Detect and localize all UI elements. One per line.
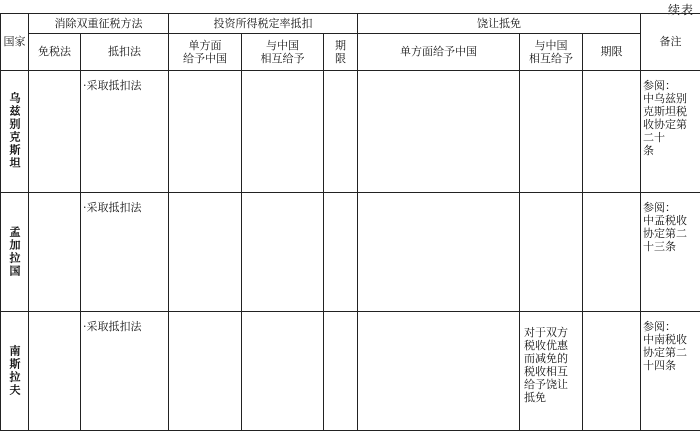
header-remarks: 备注 bbox=[641, 14, 700, 71]
remarks-note: 参阅： 中乌兹别 克斯坦税 收协定第 二十 条 bbox=[643, 78, 688, 157]
remarks-note: 参阅： 中南税收 协定第二 十四条 bbox=[643, 319, 688, 372]
country-name: 南斯拉夫 bbox=[8, 344, 21, 397]
header-credit: 抵扣法 bbox=[81, 34, 169, 70]
header-mutual-china: 与中国 相互给予 bbox=[242, 34, 324, 70]
header-mutual-sparing: 与中国 相互给予 bbox=[520, 34, 583, 70]
mutual-sparing-note: 对于双方 税收优惠 而减免的 税收相互 给予饶让 抵免 bbox=[524, 325, 569, 404]
credit-method: ·采取抵扣法 bbox=[83, 200, 142, 214]
country-name: 乌兹别克斯坦 bbox=[8, 92, 21, 171]
header-country: 国家 bbox=[1, 14, 29, 71]
credit-method: ·采取抵扣法 bbox=[83, 319, 142, 333]
header-unilateral-sparing: 单方面给予中国 bbox=[358, 34, 520, 70]
header-exemption: 免税法 bbox=[29, 34, 81, 70]
credit-method: ·采取抵扣法 bbox=[83, 78, 142, 92]
continued-label: 续表 bbox=[667, 3, 694, 17]
country-name: 孟加拉国 bbox=[8, 225, 21, 278]
header-tax-sparing: 饶让抵免 bbox=[358, 14, 641, 34]
table-row bbox=[1, 311, 700, 430]
remarks-note: 参阅： 中孟税收 协定第二 十三条 bbox=[643, 200, 688, 253]
header-sparing-term: 期限 bbox=[583, 34, 641, 70]
table-row bbox=[1, 192, 700, 311]
header-unilateral-china: 单方面 给予中国 bbox=[169, 34, 242, 70]
header-investment-credit: 投资所得税定率抵扣 bbox=[169, 14, 358, 34]
header-elimination-methods: 消除双重征税方法 bbox=[29, 14, 169, 34]
header-term: 期 限 bbox=[324, 34, 358, 70]
tax-treaty-table bbox=[0, 13, 700, 431]
table-row bbox=[1, 70, 700, 192]
